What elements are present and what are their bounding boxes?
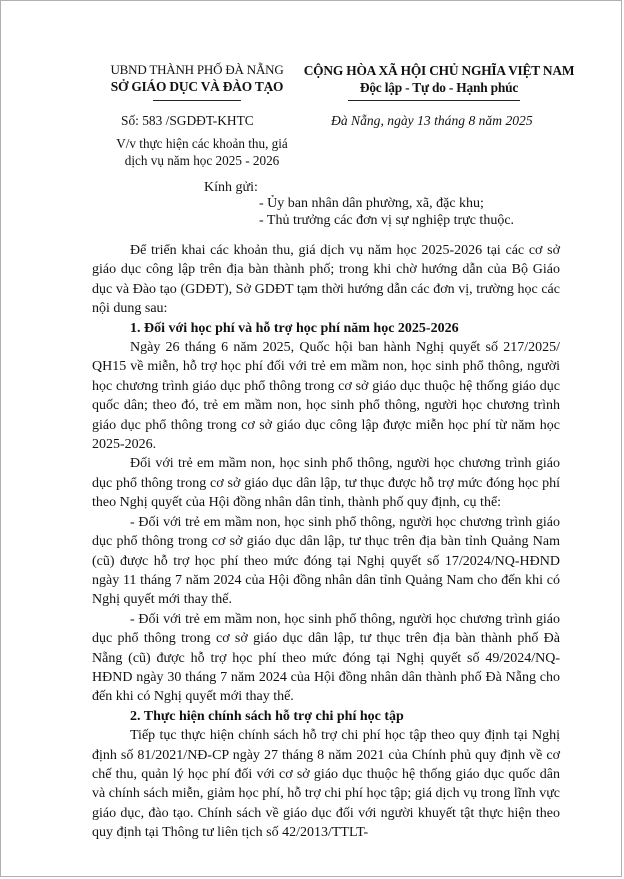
issuer-header (97, 62, 297, 95)
section-heading-1: 1. Đối với học phí và hỗ trợ học phí năm học 2025-2026 (130, 320, 459, 336)
section-heading-2: 2. Thực hiện chính sách hỗ trợ chi phí học tập (130, 708, 404, 724)
recipient-1: - Ủy ban nhân dân phường, xã, đặc khu; (259, 196, 484, 211)
recipient-2: - Thủ trưởng các đơn vị sự nghiệp trực thuộc. (259, 213, 515, 228)
issuer-parent: UBND THÀNH PHỐ ĐÀ NẴNG (110, 62, 284, 77)
date-line: Đà Nẵng, ngày 13 tháng 8 năm 2025 (331, 113, 533, 128)
national-motto: Độc lập - Tự do - Hạnh phúc (359, 80, 519, 95)
paragraph-5: Tiếp tục thực hiện chính sách hỗ trợ chi phí học tập theo quy định tại Nghị định số 81/2021/NĐ-CP ngày 27 tháng 8 năm 2021 của Chính phủ quy định về cơ chế thu, quản lý học phí đối với cơ sở giáo dục thuộc hệ thống giáo dục quốc dân và chính sách miễn, giảm học phí, hỗ trợ chi phí học tập; giá dịch vụ trong lĩnh vực giáo dục, đào tạo. Chính sách về giáo dục đối với người khuyết tật thực hiện theo quy định tại Thông tư liên tịch số 42/2013/TTLT- (92, 728, 560, 841)
salutation: Kính gửi: (204, 180, 258, 195)
national-title: CỘNG HÒA XÃ HỘI CHỦ NGHĨA VIỆT NAM (303, 63, 575, 78)
national-header (289, 62, 589, 96)
motto-underline (348, 100, 520, 101)
intro-paragraph: Để triển khai các khoản thu, giá dịch vụ năm học 2025-2026 tại các cơ sở giáo dục công lập trên địa bàn thành phố; trong khi chờ hướng dẫn của Bộ Giáo dục và Đào tạo (GDĐT), Sở GDĐT tạm thời hướng dẫn các đơn vị, trường học các nội dung sau: (92, 243, 560, 317)
subject-line: V/v thực hiện các khoản thu, giá dịch vụ năm học 2025 - 2026 (116, 136, 288, 168)
issuer-underline (153, 100, 241, 101)
issuer-name: SỞ GIÁO DỤC VÀ ĐÀO TẠO (110, 79, 284, 94)
paragraph-1: Ngày 26 tháng 6 năm 2025, Quốc hội ban hành Nghị quyết số 217/2025/ QH15 về miễn, hỗ trợ học phí đối với trẻ em mầm non, học sinh phổ thông, người học chương trình giáo dục phổ thông trong cơ sở giáo dục thuộc hệ thống giáo dục quốc dân; theo đó, trẻ em mầm non, học sinh phổ thông, người học chương trình giáo dục phổ thông trong cơ sở giáo dục công lập được miễn học phí từ năm học 2025-2026. (92, 340, 560, 453)
document-body (92, 241, 560, 843)
document-number: Số: 583 /SGDĐT-KHTC (121, 113, 254, 128)
paragraph-4: - Đối với trẻ em mầm non, học sinh phổ thông, người học chương trình giáo dục phổ thông trong cơ sở giáo dục dân lập, tư thục trên địa bàn thành phố Đà Nẵng (cũ) được hỗ trợ học phí theo mức đóng tại Nghị quyết số 49/2024/NQ-HĐND ngày 30 tháng 7 năm 2024 của Hội đồng nhân dân thành phố Đà Nẵng cho đến khi có Nghị quyết mới thay thế. (92, 611, 560, 705)
paragraph-2: Đối với trẻ em mầm non, học sinh phổ thông, người học chương trình giáo dục phổ thông trong cơ sở giáo dục dân lập, tư thục được hỗ trợ mức đóng học phí theo Nghị quyết của Hội đồng nhân dân tỉnh, thành phố quy định, cụ thể: (92, 456, 560, 511)
paragraph-3: - Đối với trẻ em mầm non, học sinh phổ thông, người học chương trình giáo dục phổ thông trong cơ sở giáo dục dân lập, tư thục trên địa bàn tỉnh Quảng Nam (cũ) được hỗ trợ học phí theo mức đóng tại Nghị quyết số 17/2024/NQ-HĐND ngày 11 tháng 7 năm 2024 của Hội đồng nhân dân tỉnh Quảng Nam cho đến khi có Nghị quyết mới thay thế. (92, 514, 560, 608)
